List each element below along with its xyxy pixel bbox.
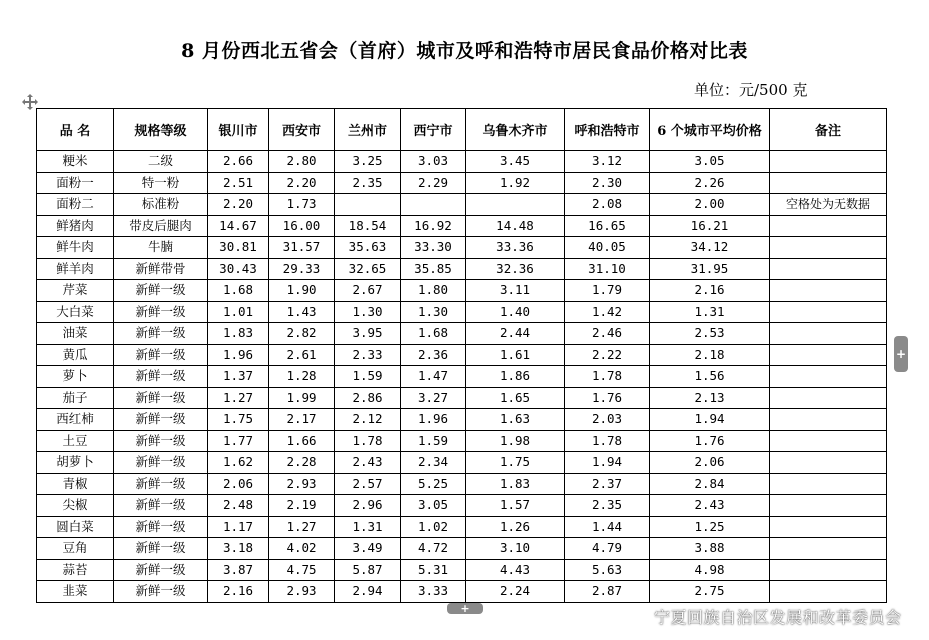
cell-xining: 1.47	[401, 366, 466, 388]
cell-note	[770, 516, 887, 538]
cell-urumqi: 4.43	[466, 559, 565, 581]
cell-product: 豆角	[37, 538, 114, 560]
cell-xining: 1.59	[401, 430, 466, 452]
cell-lanzhou: 1.31	[335, 516, 401, 538]
cell-xining: 5.31	[401, 559, 466, 581]
cell-hohhot: 1.79	[565, 280, 650, 302]
expand-right-button[interactable]: +	[894, 336, 908, 372]
cell-note	[770, 473, 887, 495]
header-note: 备注	[770, 109, 887, 151]
cell-urumqi: 3.11	[466, 280, 565, 302]
price-table	[36, 108, 887, 603]
cell-yinchuan: 3.87	[208, 559, 269, 581]
cell-urumqi: 1.86	[466, 366, 565, 388]
cell-yinchuan: 2.51	[208, 172, 269, 194]
cell-yinchuan: 1.37	[208, 366, 269, 388]
header-xian: 西安市	[269, 109, 335, 151]
cell-xian: 2.93	[269, 473, 335, 495]
cell-note: 空格处为无数据	[770, 194, 887, 216]
cell-yinchuan: 2.48	[208, 495, 269, 517]
cell-lanzhou: 3.25	[335, 151, 401, 173]
table-row	[37, 194, 887, 216]
cell-product: 茄子	[37, 387, 114, 409]
cell-average: 34.12	[650, 237, 770, 259]
cell-xian: 2.17	[269, 409, 335, 431]
cell-lanzhou: 1.30	[335, 301, 401, 323]
cell-urumqi: 1.83	[466, 473, 565, 495]
cell-hohhot: 2.08	[565, 194, 650, 216]
cell-lanzhou: 2.67	[335, 280, 401, 302]
cell-urumqi: 1.26	[466, 516, 565, 538]
table-row	[37, 280, 887, 302]
cell-note	[770, 409, 887, 431]
cell-lanzhou: 2.35	[335, 172, 401, 194]
cell-xining: 1.68	[401, 323, 466, 345]
cell-hohhot: 1.94	[565, 452, 650, 474]
cell-note	[770, 366, 887, 388]
cell-grade: 牛腩	[114, 237, 208, 259]
cell-xian: 2.80	[269, 151, 335, 173]
table-row	[37, 366, 887, 388]
cell-lanzhou: 3.95	[335, 323, 401, 345]
cell-product: 韭菜	[37, 581, 114, 603]
cell-note	[770, 344, 887, 366]
cell-note	[770, 538, 887, 560]
cell-urumqi: 33.36	[466, 237, 565, 259]
cell-note	[770, 237, 887, 259]
cell-urumqi: 14.48	[466, 215, 565, 237]
cell-grade: 新鲜一级	[114, 495, 208, 517]
cell-xining: 1.30	[401, 301, 466, 323]
cell-average: 16.21	[650, 215, 770, 237]
cell-yinchuan: 1.77	[208, 430, 269, 452]
table-row	[37, 581, 887, 603]
source-watermark: 宁夏回族自治区发展和改革委员会	[654, 608, 902, 627]
cell-urumqi: 1.63	[466, 409, 565, 431]
cell-xining: 16.92	[401, 215, 466, 237]
cell-xining: 3.27	[401, 387, 466, 409]
cell-product: 芹菜	[37, 280, 114, 302]
cell-xining: 1.96	[401, 409, 466, 431]
cell-xian: 2.61	[269, 344, 335, 366]
cell-average: 2.00	[650, 194, 770, 216]
cell-note	[770, 581, 887, 603]
cell-note	[770, 387, 887, 409]
cell-urumqi	[466, 194, 565, 216]
document-title: 8 月份西北五省会（首府）城市及呼和浩特市居民食品价格对比表	[181, 40, 748, 62]
cell-grade: 新鲜一级	[114, 323, 208, 345]
table-row	[37, 559, 887, 581]
cell-xian: 2.82	[269, 323, 335, 345]
cell-yinchuan: 2.16	[208, 581, 269, 603]
table-row	[37, 387, 887, 409]
cell-average: 2.18	[650, 344, 770, 366]
cell-urumqi: 1.92	[466, 172, 565, 194]
cell-grade: 新鲜一级	[114, 538, 208, 560]
cell-xian: 31.57	[269, 237, 335, 259]
cell-grade: 新鲜一级	[114, 559, 208, 581]
table-row	[37, 215, 887, 237]
cell-grade: 新鲜一级	[114, 473, 208, 495]
header-grade: 规格等级	[114, 109, 208, 151]
table-row	[37, 538, 887, 560]
cell-xining: 2.34	[401, 452, 466, 474]
cell-xining: 1.02	[401, 516, 466, 538]
cell-lanzhou: 18.54	[335, 215, 401, 237]
cell-grade: 特一粉	[114, 172, 208, 194]
cell-grade: 新鲜一级	[114, 452, 208, 474]
cell-note	[770, 301, 887, 323]
cell-xining: 4.72	[401, 538, 466, 560]
cell-average: 31.95	[650, 258, 770, 280]
cell-note	[770, 559, 887, 581]
header-urumqi: 乌鲁木齐市	[466, 109, 565, 151]
table-row	[37, 151, 887, 173]
cell-hohhot: 1.78	[565, 366, 650, 388]
cell-note	[770, 495, 887, 517]
cell-xian: 16.00	[269, 215, 335, 237]
table-body	[37, 151, 887, 603]
cell-average: 2.26	[650, 172, 770, 194]
cell-average: 2.16	[650, 280, 770, 302]
cell-hohhot: 2.46	[565, 323, 650, 345]
header-average: 6 个城市平均价格	[650, 109, 770, 151]
table-row	[37, 516, 887, 538]
cell-average: 2.06	[650, 452, 770, 474]
cell-xian: 1.99	[269, 387, 335, 409]
cell-xian: 1.28	[269, 366, 335, 388]
header-xining: 西宁市	[401, 109, 466, 151]
cell-lanzhou: 32.65	[335, 258, 401, 280]
cell-hohhot: 1.78	[565, 430, 650, 452]
cell-average: 2.53	[650, 323, 770, 345]
table-row	[37, 323, 887, 345]
cell-lanzhou: 5.87	[335, 559, 401, 581]
cell-xining: 3.33	[401, 581, 466, 603]
cell-urumqi: 1.98	[466, 430, 565, 452]
cell-xining: 35.85	[401, 258, 466, 280]
cell-lanzhou: 1.78	[335, 430, 401, 452]
cell-hohhot: 40.05	[565, 237, 650, 259]
header-product: 品 名	[37, 109, 114, 151]
cell-urumqi: 2.44	[466, 323, 565, 345]
cell-hohhot: 1.44	[565, 516, 650, 538]
cell-average: 1.76	[650, 430, 770, 452]
cell-grade: 新鲜一级	[114, 430, 208, 452]
cell-hohhot: 1.42	[565, 301, 650, 323]
cell-lanzhou: 2.33	[335, 344, 401, 366]
cell-hohhot: 4.79	[565, 538, 650, 560]
cell-average: 1.56	[650, 366, 770, 388]
cell-product: 萝卜	[37, 366, 114, 388]
cell-yinchuan: 1.75	[208, 409, 269, 431]
cell-xining: 5.25	[401, 473, 466, 495]
table-row	[37, 409, 887, 431]
table-row	[37, 301, 887, 323]
cell-xining: 1.80	[401, 280, 466, 302]
cell-xian: 1.66	[269, 430, 335, 452]
cell-xining: 33.30	[401, 237, 466, 259]
cell-grade: 新鲜一级	[114, 344, 208, 366]
cell-grade: 标准粉	[114, 194, 208, 216]
cell-yinchuan: 2.06	[208, 473, 269, 495]
table-row	[37, 430, 887, 452]
cell-grade: 新鲜一级	[114, 409, 208, 431]
cell-average: 1.31	[650, 301, 770, 323]
cell-product: 胡萝卜	[37, 452, 114, 474]
cell-yinchuan: 1.17	[208, 516, 269, 538]
cell-yinchuan: 1.68	[208, 280, 269, 302]
cell-xian: 2.28	[269, 452, 335, 474]
header-yinchuan: 银川市	[208, 109, 269, 151]
cell-average: 1.25	[650, 516, 770, 538]
cell-yinchuan: 30.81	[208, 237, 269, 259]
cell-yinchuan: 1.62	[208, 452, 269, 474]
cell-xian: 2.93	[269, 581, 335, 603]
cell-hohhot: 2.37	[565, 473, 650, 495]
cell-urumqi: 32.36	[466, 258, 565, 280]
cell-xining	[401, 194, 466, 216]
cell-product: 油菜	[37, 323, 114, 345]
cell-yinchuan: 1.27	[208, 387, 269, 409]
cell-grade: 新鲜一级	[114, 387, 208, 409]
table-row	[37, 495, 887, 517]
cell-xining: 3.03	[401, 151, 466, 173]
cell-product: 土豆	[37, 430, 114, 452]
cell-urumqi: 1.40	[466, 301, 565, 323]
cell-xian: 1.90	[269, 280, 335, 302]
cell-product: 圆白菜	[37, 516, 114, 538]
cell-xian: 4.75	[269, 559, 335, 581]
cell-lanzhou: 2.96	[335, 495, 401, 517]
cell-product: 大白菜	[37, 301, 114, 323]
cell-lanzhou: 2.12	[335, 409, 401, 431]
cell-product: 鲜牛肉	[37, 237, 114, 259]
table-row	[37, 237, 887, 259]
cell-note	[770, 151, 887, 173]
cell-lanzhou: 35.63	[335, 237, 401, 259]
cell-yinchuan: 2.20	[208, 194, 269, 216]
table-header-row	[37, 109, 887, 151]
cell-grade: 新鲜带骨	[114, 258, 208, 280]
cell-grade: 新鲜一级	[114, 280, 208, 302]
cell-note	[770, 452, 887, 474]
cell-urumqi: 1.75	[466, 452, 565, 474]
cell-product: 黄瓜	[37, 344, 114, 366]
cell-grade: 带皮后腿肉	[114, 215, 208, 237]
cell-average: 2.75	[650, 581, 770, 603]
cell-product: 粳米	[37, 151, 114, 173]
cell-average: 2.43	[650, 495, 770, 517]
cell-yinchuan: 14.67	[208, 215, 269, 237]
cell-urumqi: 1.57	[466, 495, 565, 517]
cell-xian: 1.27	[269, 516, 335, 538]
cell-yinchuan: 1.96	[208, 344, 269, 366]
cell-xian: 2.20	[269, 172, 335, 194]
cell-hohhot: 5.63	[565, 559, 650, 581]
cell-xian: 2.19	[269, 495, 335, 517]
cell-lanzhou: 1.59	[335, 366, 401, 388]
cell-xining: 3.05	[401, 495, 466, 517]
cell-average: 3.88	[650, 538, 770, 560]
table-row	[37, 344, 887, 366]
cell-xining: 2.36	[401, 344, 466, 366]
cell-lanzhou: 2.43	[335, 452, 401, 474]
cell-urumqi: 2.24	[466, 581, 565, 603]
cell-urumqi: 1.65	[466, 387, 565, 409]
table-row	[37, 258, 887, 280]
cell-yinchuan: 3.18	[208, 538, 269, 560]
cell-product: 鲜羊肉	[37, 258, 114, 280]
cell-hohhot: 2.35	[565, 495, 650, 517]
cell-grade: 新鲜一级	[114, 301, 208, 323]
cell-urumqi: 3.45	[466, 151, 565, 173]
cell-note	[770, 215, 887, 237]
cell-lanzhou: 2.86	[335, 387, 401, 409]
cell-lanzhou	[335, 194, 401, 216]
cell-product: 鲜猪肉	[37, 215, 114, 237]
cell-lanzhou: 2.57	[335, 473, 401, 495]
cell-product: 蒜苔	[37, 559, 114, 581]
cell-grade: 二级	[114, 151, 208, 173]
cell-yinchuan: 1.01	[208, 301, 269, 323]
cell-xian: 1.43	[269, 301, 335, 323]
cell-lanzhou: 3.49	[335, 538, 401, 560]
unit-label: 单位：元/500 克	[694, 81, 808, 99]
cell-hohhot: 2.22	[565, 344, 650, 366]
cell-yinchuan: 1.83	[208, 323, 269, 345]
cell-average: 3.05	[650, 151, 770, 173]
cell-note	[770, 280, 887, 302]
cell-product: 面粉一	[37, 172, 114, 194]
cell-hohhot: 2.30	[565, 172, 650, 194]
cell-average: 1.94	[650, 409, 770, 431]
header-lanzhou: 兰州市	[335, 109, 401, 151]
cell-note	[770, 258, 887, 280]
cell-xian: 1.73	[269, 194, 335, 216]
cell-lanzhou: 2.94	[335, 581, 401, 603]
cell-hohhot: 31.10	[565, 258, 650, 280]
cell-product: 西红柿	[37, 409, 114, 431]
cell-hohhot: 2.03	[565, 409, 650, 431]
cell-note	[770, 430, 887, 452]
cell-yinchuan: 2.66	[208, 151, 269, 173]
cell-average: 2.13	[650, 387, 770, 409]
cell-hohhot: 3.12	[565, 151, 650, 173]
cell-yinchuan: 30.43	[208, 258, 269, 280]
cell-hohhot: 16.65	[565, 215, 650, 237]
cell-grade: 新鲜一级	[114, 581, 208, 603]
cell-urumqi: 3.10	[466, 538, 565, 560]
cell-product: 青椒	[37, 473, 114, 495]
cell-note	[770, 172, 887, 194]
header-hohhot: 呼和浩特市	[565, 109, 650, 151]
cell-xining: 2.29	[401, 172, 466, 194]
cell-product: 尖椒	[37, 495, 114, 517]
cell-product: 面粉二	[37, 194, 114, 216]
cell-average: 2.84	[650, 473, 770, 495]
cell-urumqi: 1.61	[466, 344, 565, 366]
cell-hohhot: 2.87	[565, 581, 650, 603]
cell-grade: 新鲜一级	[114, 366, 208, 388]
expand-bottom-button[interactable]: +	[447, 603, 483, 614]
table-row	[37, 452, 887, 474]
cell-average: 4.98	[650, 559, 770, 581]
cell-xian: 4.02	[269, 538, 335, 560]
table-row	[37, 473, 887, 495]
cell-xian: 29.33	[269, 258, 335, 280]
table-row	[37, 172, 887, 194]
cell-hohhot: 1.76	[565, 387, 650, 409]
cell-grade: 新鲜一级	[114, 516, 208, 538]
cell-note	[770, 323, 887, 345]
